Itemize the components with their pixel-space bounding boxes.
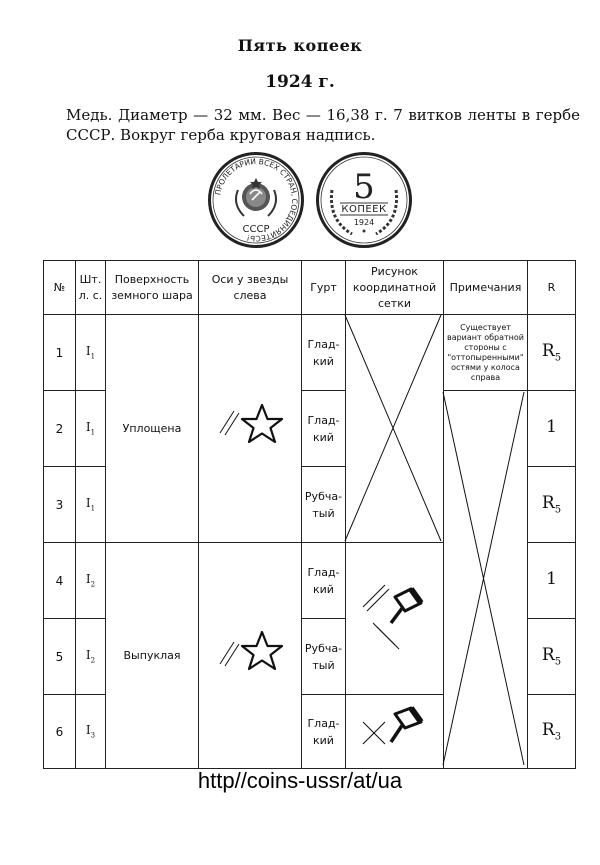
row-rarity: $R_5$ (528, 619, 576, 695)
row-num: 2 (44, 391, 76, 467)
row-rarity: 1 (528, 391, 576, 467)
grid-hammer-2 (346, 695, 444, 769)
varieties-table (43, 260, 576, 769)
row-rarity: 1 (528, 543, 576, 619)
header-notes: Примечания (444, 261, 528, 315)
row-rarity: $R_5$ (528, 467, 576, 543)
reverse-word: КОПЕЕК (341, 204, 387, 215)
row-edge: Глад- кий (302, 695, 346, 769)
header-grid: Рисунок координатной сетки (346, 261, 444, 315)
grid-cross-group1 (346, 315, 444, 543)
reverse-year: 1924 (353, 218, 375, 227)
row-edge: Глад- кий (302, 315, 346, 391)
header-stamp: Шт. л. с. (76, 261, 106, 315)
year-heading: 1924 г. (265, 72, 335, 92)
row-edge: Глад- кий (302, 543, 346, 619)
header-edge: Гурт (302, 261, 346, 315)
hammer-grid-icon (355, 567, 435, 667)
header-axes: Оси у звезды слева (199, 261, 302, 315)
coin-reverse-image (314, 150, 414, 250)
coin-description: Медь. Диаметр — 32 мм. Вес — 16,38 г. 7 витков ленты в гербе СССР. Вокруг герба круговая надпись. (66, 106, 580, 144)
row-stamp: $I_3$ (76, 695, 106, 769)
row-stamp: $I_2$ (76, 543, 106, 619)
note-row1: Существует вариант обратной стороны с "оттопыренными" остями у колоса справа (444, 315, 528, 391)
row-stamp: $I_1$ (76, 467, 106, 543)
row-stamp: $I_1$ (76, 391, 106, 467)
header-rarity: R (528, 261, 576, 315)
obverse-legend: ПРОЛЕТАРИИ ВСЕХ СТРАН, СОЕДИНЯЙТЕСЬ! (213, 156, 300, 244)
star-axes-icon (214, 624, 286, 684)
row-rarity: $R_5$ (528, 315, 576, 391)
row-edge: Рубча- тый (302, 467, 346, 543)
obverse-cccp: СССР (242, 224, 270, 235)
notes-cross-area (444, 391, 528, 769)
header-surface: Поверхность земного шара (106, 261, 199, 315)
row-num: 3 (44, 467, 76, 543)
surface-convex: Выпуклая (106, 543, 199, 769)
row-edge: Глад- кий (302, 391, 346, 467)
grid-hammer-1 (346, 543, 444, 695)
row-num: 4 (44, 543, 76, 619)
coin-obverse-image (206, 150, 306, 250)
row-stamp: $I_2$ (76, 619, 106, 695)
row-num: 1 (44, 315, 76, 391)
row-num: 6 (44, 695, 76, 769)
page-title: Пять копеек (237, 36, 363, 55)
axes-star-group1 (199, 315, 302, 543)
header-num: № (44, 261, 76, 315)
axes-star-group2 (199, 543, 302, 769)
surface-flat: Уплощена (106, 315, 199, 543)
row-stamp: $I_1$ (76, 315, 106, 391)
row-num: 5 (44, 619, 76, 695)
star-axes-icon (214, 397, 286, 457)
footer-url: http//coins-ussr/at/ua (197, 768, 403, 793)
table-row (44, 315, 576, 391)
reverse-denomination: 5 (353, 167, 375, 207)
row-edge: Рубча- тый (302, 619, 346, 695)
hammer-grid-icon (355, 700, 435, 760)
row-rarity: $R_3$ (528, 695, 576, 769)
